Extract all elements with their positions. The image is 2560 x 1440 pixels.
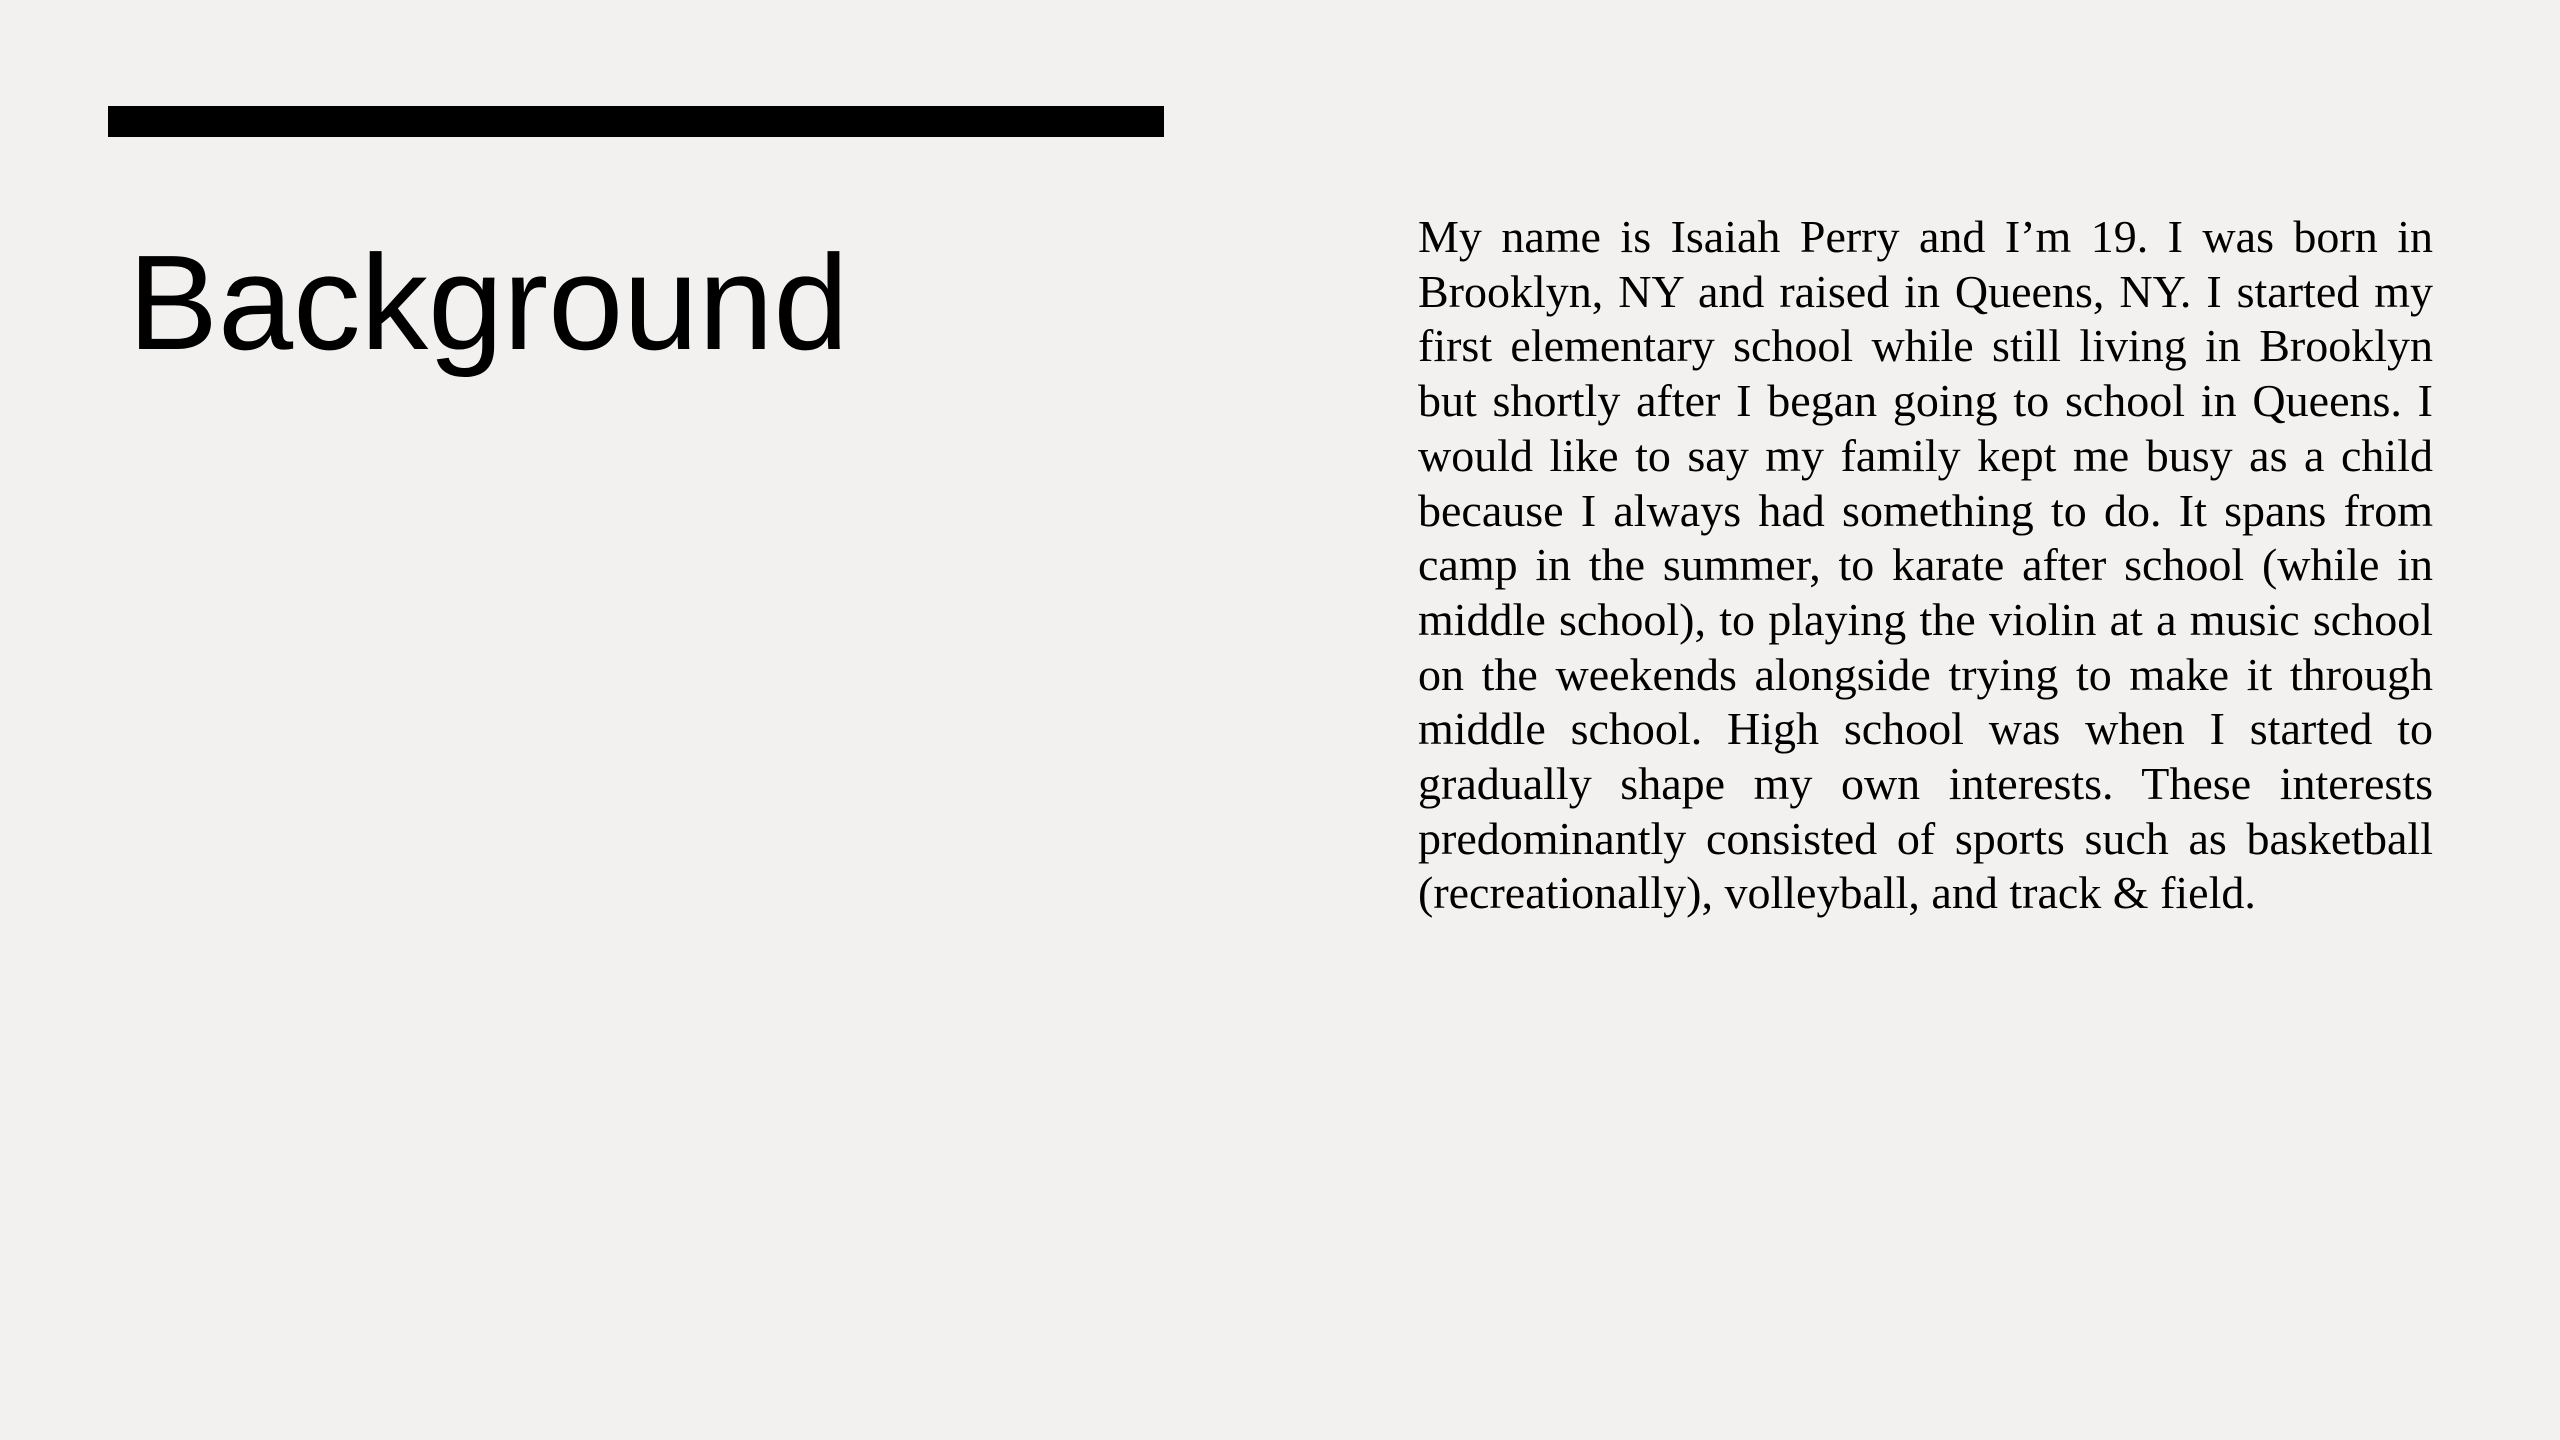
slide-body-text[interactable]: My name is Isaiah Perry and I’m 19. I was born in Brooklyn, NY and raised in Queens, NY. I started my first elementary school while still living in Brooklyn but shortly after I began going to school in Queens. I would like to say my family kept me busy as a child because I always had something to do. It spans from camp in the summer, to karate after school (while in middle school), to playing the violin at a music school on the weekends alongside trying to make it through middle school. High school was when I started to gradually shape my own interests. These interests predominantly consisted of sports such as basketball (recreationally), volleyball, and track & field. bbox=[1418, 211, 2433, 919]
accent-bar bbox=[108, 106, 1164, 137]
slide-title[interactable]: Background bbox=[128, 227, 849, 378]
